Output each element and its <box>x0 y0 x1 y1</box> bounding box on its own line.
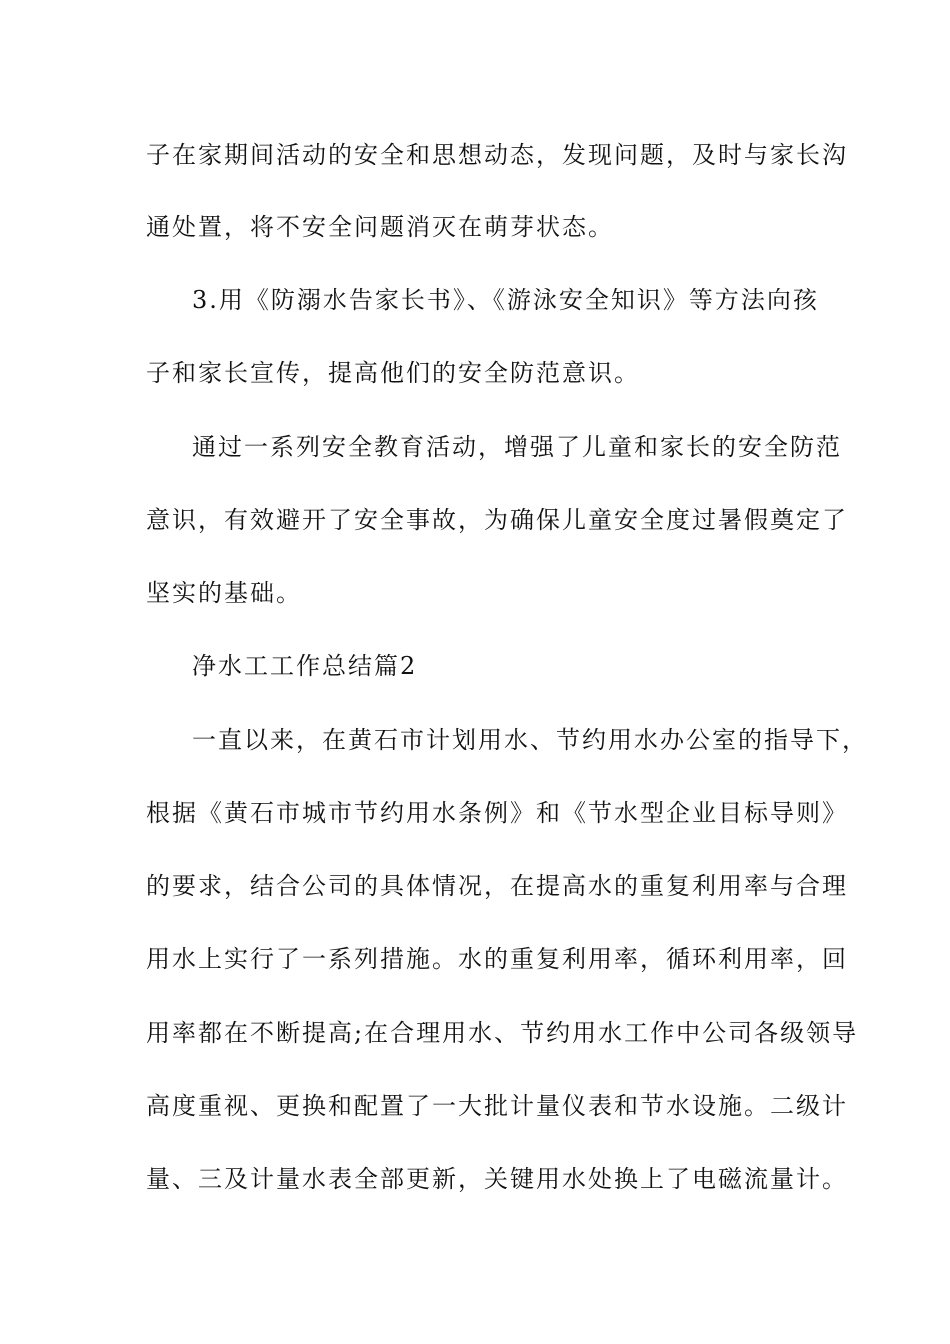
text-line: 意识，有效避开了安全事故，为确保儿童安全度过暑假奠定了 <box>146 506 848 534</box>
text-line: 用率都在不断提高;在合理用水、节约用水工作中公司各级领导 <box>146 1019 859 1047</box>
text-line: 坚实的基础。 <box>146 579 302 607</box>
text-line: 子和家长宣传，提高他们的安全防范意识。 <box>146 359 640 387</box>
text-line: 子在家期间活动的安全和思想动态，发现问题，及时与家长沟 <box>146 141 848 169</box>
text-line: 通过一系列安全教育活动，增强了儿童和家长的安全防范 <box>192 433 842 461</box>
text-line: 一直以来，在黄石市计划用水、节约用水办公室的指导下， <box>192 726 868 754</box>
text-line: 根据《黄石市城市节约用水条例》和《节水型企业目标导则》 <box>146 799 848 827</box>
text-line: 用水上实行了一系列措施。水的重复利用率，循环利用率，回 <box>146 945 848 973</box>
text-line: 通处置，将不安全问题消灭在萌芽状态。 <box>146 213 614 241</box>
text-line: 量、三及计量水表全部更新，关键用水处换上了电磁流量计。 <box>146 1165 848 1193</box>
text-line: 高度重视、更换和配置了一大批计量仪表和节水设施。二级计 <box>146 1092 848 1120</box>
text-line: 3.用《防溺水告家长书》、《游泳安全知识》等方法向孩 <box>192 286 819 314</box>
text-line: 的要求，结合公司的具体情况，在提高水的重复利用率与合理 <box>146 872 848 900</box>
section-heading: 净水工工作总结篇2 <box>192 652 418 680</box>
